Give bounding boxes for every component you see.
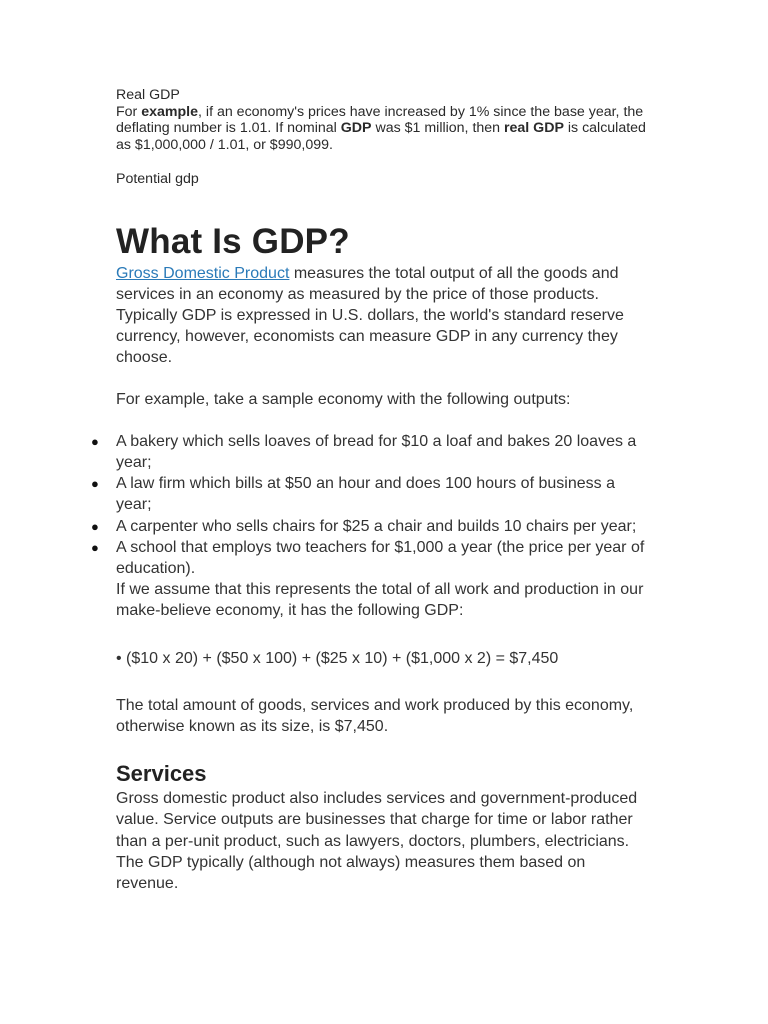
- page-title: What Is GDP?: [116, 221, 350, 261]
- list-item: [91, 473, 646, 515]
- services-paragraph: Gross domestic product also includes services and government-produced value. Service outputs are businesses that charge for time or labor rather than a per-unit product, such as lawyers, doctors, plumbers, electricians. The GDP typically (although not always) measures them based on revenue.: [116, 790, 638, 892]
- real-gdp-example: [116, 104, 646, 154]
- assumption-paragraph: If we assume that this represents the total of all work and production in our make-believe economy, it has the following GDP:: [116, 581, 644, 620]
- text-run: For: [116, 103, 142, 120]
- list-item: [91, 516, 646, 537]
- gross-domestic-product-link[interactable]: Gross Domestic Product: [116, 264, 290, 282]
- text-run: , if an economy's prices have increased by 1% since the base year, the deflating number is 1.01. If nominal: [116, 103, 644, 136]
- text-run: was $1 million, then: [371, 120, 504, 136]
- intro-text: measures the total output of all the goods and services in an economy as measured by the price of those products. Typically GDP is expressed in U.S. dollars, the world's standard reserve currency, however, economists can measure GDP in any currency they choose.: [116, 264, 624, 367]
- document-page: [91, 87, 646, 894]
- bold-gdp: GDP: [340, 120, 372, 136]
- real-gdp-label: Real GDP: [116, 87, 180, 103]
- services-heading: Services: [116, 761, 207, 787]
- list-item: [91, 431, 646, 473]
- list-item-text: A bakery which sells loaves of bread for $10 a loaf and bakes 20 loaves a year;: [116, 432, 637, 471]
- list-item: [91, 537, 646, 579]
- bullet-icon: ●: [91, 518, 99, 534]
- list-item-text: A carpenter who sells chairs for $25 a chair and builds 10 chairs per year;: [116, 517, 637, 535]
- list-item-text: A law firm which bills at $50 an hour and does 100 hours of business a year;: [116, 475, 615, 514]
- gdp-equation: • ($10 x 20) + ($50 x 100) + ($25 x 10) + ($1,000 x 2) = $7,450: [116, 649, 559, 667]
- list-item-text: A school that employs two teachers for $1,000 a year (the price per year of education).: [116, 538, 645, 577]
- text-run: is calculated as $1,000,000 / 1.01, or $990,099.: [116, 120, 646, 153]
- bold-real-gdp: real GDP: [504, 120, 564, 136]
- bullet-icon: ●: [91, 539, 99, 555]
- potential-gdp-label: Potential gdp: [116, 171, 199, 187]
- intro-paragraph: [116, 263, 646, 369]
- total-paragraph: The total amount of goods, services and work produced by this economy, otherwise known as its size, is $7,450.: [116, 696, 634, 735]
- bold-example: example: [141, 103, 199, 120]
- bullet-icon: ●: [91, 433, 99, 449]
- outputs-list: [91, 431, 646, 579]
- bullet-icon: ●: [91, 476, 99, 492]
- example-lead-paragraph: For example, take a sample economy with the following outputs:: [116, 390, 571, 408]
